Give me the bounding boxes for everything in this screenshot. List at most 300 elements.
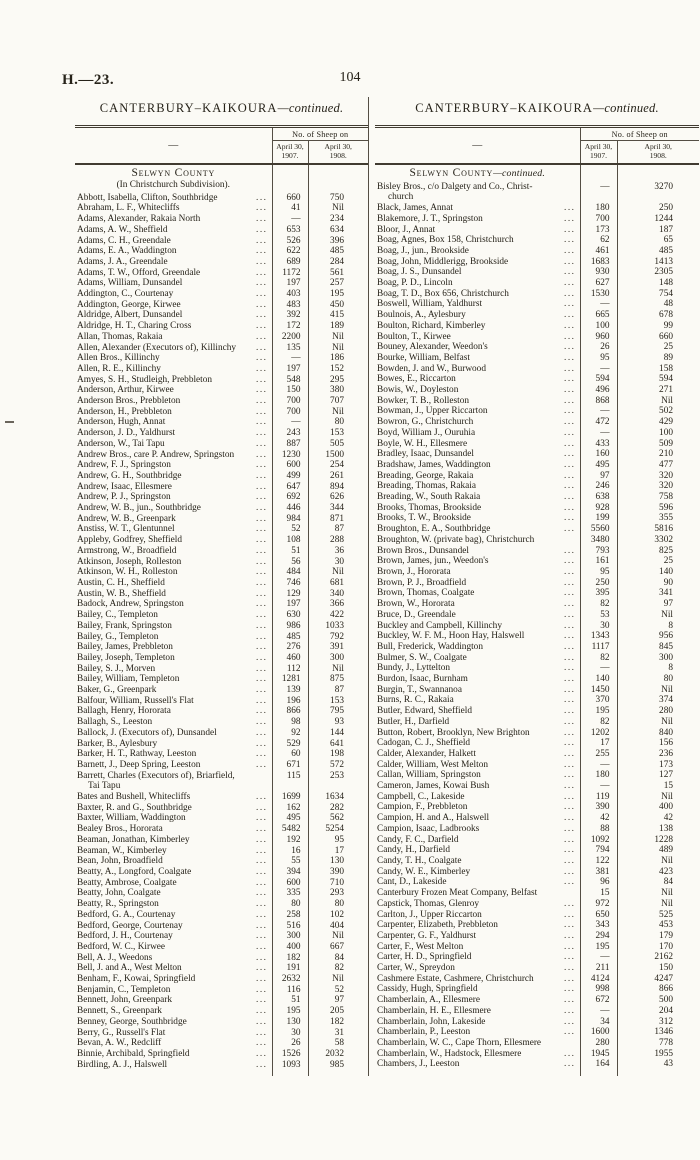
owner-name: Appleby, Godfrey, Sheffield — [77, 535, 182, 546]
owner-name: Beatty, John, Coalgate — [77, 888, 161, 899]
count-1908: Nil — [308, 407, 368, 418]
table-row — [375, 910, 699, 921]
leader-dots: ... — [564, 524, 576, 535]
count-1908: 2162 — [617, 952, 699, 963]
owner-name-cell — [75, 214, 272, 225]
owner-name: Chamberlain, W. C., Cape Thorn, Ellesmere — [377, 1037, 542, 1048]
owner-name-line — [77, 567, 272, 578]
table-row — [75, 310, 368, 321]
owner-name-line — [377, 867, 580, 878]
owner-name: Barker, H. T., Rathway, Leeston — [77, 749, 197, 760]
leader-dots: ... — [256, 578, 268, 588]
county-heading-continued: —continued. — [493, 168, 546, 180]
count-1908: 871 — [308, 514, 368, 525]
count-1907: 55 — [272, 856, 308, 867]
owner-name-cell — [75, 717, 272, 728]
owner-name: Anderson, Arthur, Kirwee — [77, 385, 174, 396]
count-1907: 638 — [580, 492, 617, 503]
count-1907: — — [580, 406, 617, 417]
count-1908: 189 — [308, 321, 368, 332]
owner-name: Boag, J. S., Dunsandel — [377, 267, 462, 278]
owner-name-line — [77, 450, 272, 461]
owner-name: Candy, W. E., Kimberley — [377, 866, 471, 877]
count-1908: 422 — [308, 610, 368, 621]
owner-name-cell — [75, 813, 272, 824]
count-1907: 130 — [272, 1017, 308, 1028]
count-1908: 985 — [308, 1060, 368, 1071]
leader-dots: ... — [256, 952, 268, 963]
owner-name: Bevan, A. W., Redcliff — [77, 1038, 162, 1049]
owner-name-line — [377, 674, 580, 685]
count-1907: 700 — [580, 214, 617, 225]
owner-name-line — [77, 685, 272, 696]
owner-name-cell — [75, 824, 272, 835]
count-1907: 15 — [580, 888, 617, 899]
owner-name-cell — [375, 642, 580, 653]
count-1908: 845 — [617, 642, 699, 653]
count-1908: Nil — [617, 610, 699, 621]
owner-name-cell — [375, 845, 580, 856]
owner-name-cell — [75, 385, 272, 396]
owner-name: Beatty, Ambrose, Coalgate — [77, 877, 177, 888]
table-row — [375, 214, 699, 225]
owner-name-cell — [75, 514, 272, 525]
owner-name-line — [377, 321, 580, 332]
owner-name: Austin, W. B., Sheffield — [77, 588, 166, 599]
owner-name: Bell, J. and A., West Melton — [77, 963, 182, 974]
count-1908: 667 — [308, 942, 368, 953]
count-1907: 41 — [272, 203, 308, 214]
table-row — [75, 974, 368, 985]
table-row — [375, 182, 699, 203]
owner-name: Cameron, James, Kowai Bush — [377, 781, 490, 792]
owner-name-cell — [375, 556, 580, 567]
count-1908: 1033 — [308, 621, 368, 632]
table-row — [75, 236, 368, 247]
table-row — [75, 546, 368, 557]
leader-dots: ... — [564, 363, 576, 374]
owner-name-cell — [75, 674, 272, 685]
leader-dots: ... — [564, 674, 576, 685]
count-1908: 1634 — [308, 792, 368, 803]
count-1907: 630 — [272, 610, 308, 621]
count-1908: 778 — [617, 1038, 699, 1049]
table-row — [75, 771, 368, 792]
count-1907: 1230 — [272, 450, 308, 461]
count-1908: 90 — [617, 578, 699, 589]
owner-name: Carpenter, G. F., Yaldhurst — [377, 930, 477, 941]
owner-name-cell — [375, 203, 580, 214]
owner-name-line — [377, 631, 580, 642]
count-1907: 600 — [272, 460, 308, 471]
owner-name: Brooks, T. W., Brookside — [377, 513, 471, 524]
owner-name-line — [377, 235, 580, 246]
owner-name: Bennett, S., Greenpark — [77, 1006, 162, 1017]
count-1908: Nil — [617, 856, 699, 867]
table-row — [75, 514, 368, 525]
leader-dots: ... — [256, 503, 268, 514]
leader-dots: ... — [564, 738, 576, 749]
count-1907: 172 — [272, 321, 308, 332]
table-row — [375, 824, 699, 835]
owner-name-cell — [75, 1006, 272, 1017]
owner-name: Campion, Isaac, Ladbrooks — [377, 823, 480, 834]
leader-dots: ... — [256, 524, 268, 535]
owner-name: Brown Bros., Dunsandel — [377, 545, 469, 556]
count-1908: 450 — [308, 300, 368, 311]
count-1907: 88 — [580, 824, 617, 835]
table-row — [375, 717, 699, 728]
owner-name: Breading, George, Rakaia — [377, 470, 474, 481]
count-1908: 65 — [617, 235, 699, 246]
owner-name-cell — [75, 878, 272, 889]
owner-name-cell — [375, 374, 580, 385]
owner-name: Addington, C., Courtenay — [77, 289, 174, 300]
count-1907: 395 — [580, 588, 617, 599]
count-1908: 300 — [617, 653, 699, 664]
owner-name-line — [377, 599, 580, 610]
owner-name-cell — [75, 867, 272, 878]
owner-name-line — [377, 278, 580, 289]
owner-name-cell — [375, 910, 580, 921]
owner-name-cell — [375, 1006, 580, 1017]
leader-dots: ... — [564, 706, 576, 717]
table-row — [75, 717, 368, 728]
count-1907: 381 — [580, 867, 617, 878]
count-1908: 97 — [308, 995, 368, 1006]
owner-name: Butler, H., Darfield — [377, 716, 450, 727]
owner-name-line — [77, 557, 272, 568]
owner-name-cell — [375, 332, 580, 343]
owner-name-cell — [375, 1038, 580, 1049]
count-1907: 446 — [272, 503, 308, 514]
owner-name-line — [77, 589, 272, 600]
count-1907: 335 — [272, 888, 308, 899]
owner-name-cell — [75, 963, 272, 974]
owner-name-line — [77, 995, 272, 1006]
table-row — [75, 963, 368, 974]
owner-name: Austin, C. H., Sheffield — [77, 578, 165, 588]
count-1907: 390 — [580, 802, 617, 813]
table-row — [375, 920, 699, 931]
table-title-continued: —continued. — [277, 101, 344, 115]
count-1907: 191 — [272, 963, 308, 974]
table-row — [75, 813, 368, 824]
section-heading — [75, 164, 272, 193]
count-1908: 261 — [308, 471, 368, 482]
owner-name: Baker, G., Greenpark — [77, 685, 157, 696]
owner-name-cell — [75, 642, 272, 653]
leader-dots: ... — [256, 396, 268, 407]
owner-name-cell — [75, 567, 272, 578]
count-1908: 572 — [308, 760, 368, 771]
table-row — [75, 1049, 368, 1060]
count-1908: 750 — [308, 193, 368, 204]
count-1907: 392 — [272, 310, 308, 321]
owner-name-cell — [75, 203, 272, 214]
table-row — [75, 428, 368, 439]
count-1908: 271 — [617, 385, 699, 396]
count-1908: 87 — [308, 524, 368, 535]
count-1908: 236 — [617, 749, 699, 760]
owner-name: Barrett, Charles (Executors of), Briarfield, — [77, 770, 235, 781]
count-1908: 754 — [617, 289, 699, 300]
count-1908: 144 — [308, 728, 368, 739]
count-1907: 250 — [580, 578, 617, 589]
table-row — [75, 599, 368, 610]
count-1908: 80 — [308, 899, 368, 910]
count-1907: 671 — [272, 760, 308, 771]
table-row — [375, 406, 699, 417]
owner-name-line — [377, 1038, 580, 1049]
leader-dots: ... — [564, 791, 576, 802]
owner-name: Campbell, C., Lakeside — [377, 791, 465, 802]
table-row — [75, 856, 368, 867]
owner-name-cell — [75, 503, 272, 514]
leader-dots: ... — [564, 288, 576, 299]
owner-name-line — [77, 942, 272, 953]
left-table-section — [75, 97, 369, 1076]
count-1907: 495 — [580, 460, 617, 471]
count-1908: 390 — [308, 867, 368, 878]
leader-dots: ... — [564, 310, 576, 321]
count-1907: 96 — [580, 877, 617, 888]
count-1907: 1117 — [580, 642, 617, 653]
owner-name-cell — [375, 888, 580, 899]
owner-name-line — [77, 749, 272, 760]
owner-name-line — [77, 246, 272, 257]
count-1908 — [308, 164, 368, 193]
count-1908: 1244 — [617, 214, 699, 225]
owner-name-cell — [375, 246, 580, 257]
count-1908: 25 — [617, 342, 699, 353]
leader-dots: ... — [564, 781, 576, 792]
owner-name: Boag, T. D., Box 656, Christchurch — [377, 288, 509, 299]
table-row — [75, 460, 368, 471]
count-1907: 548 — [272, 375, 308, 386]
leader-dots: ... — [564, 342, 576, 353]
count-1907: 53 — [580, 610, 617, 621]
owner-name-cell — [375, 599, 580, 610]
table-row — [75, 621, 368, 632]
count-1907: 343 — [580, 920, 617, 931]
owner-name: Bailey, S. J., Morven — [77, 663, 156, 674]
owner-name-cell — [375, 267, 580, 278]
count-1907: 700 — [272, 396, 308, 407]
owner-name-line — [77, 771, 272, 782]
count-1907: 51 — [272, 546, 308, 557]
owner-name-cell — [375, 952, 580, 963]
owner-name-line — [77, 214, 272, 225]
owner-name-cell — [375, 963, 580, 974]
leader-dots: ... — [256, 321, 268, 332]
table-title-continued: —continued. — [593, 101, 659, 115]
owner-name-cell — [75, 632, 272, 643]
owner-name-line — [377, 417, 580, 428]
owner-name-cell — [75, 995, 272, 1006]
count-1907: 866 — [272, 706, 308, 717]
table-row — [75, 846, 368, 857]
owner-name-line — [377, 984, 580, 995]
count-1907: 300 — [272, 931, 308, 942]
owner-name-cell — [75, 332, 272, 343]
leader-dots: ... — [256, 492, 268, 503]
table-row — [75, 535, 368, 546]
owner-name-line — [377, 203, 580, 214]
leader-dots: ... — [564, 459, 576, 470]
count-1908: 678 — [617, 310, 699, 321]
leader-dots: ... — [564, 855, 576, 866]
owner-name-cell — [375, 417, 580, 428]
owner-name: Atkinson, Joseph, Rolleston — [77, 556, 182, 567]
count-1908: Nil — [617, 396, 699, 407]
owner-name-cell — [75, 739, 272, 750]
leader-dots: ... — [256, 481, 268, 492]
owner-name: Allen, R. E., Killinchy — [77, 363, 161, 374]
table-row — [75, 557, 368, 568]
owner-name: Button, Robert, Brooklyn, New Brighton — [377, 727, 530, 738]
table-row — [375, 728, 699, 739]
count-1908: 284 — [308, 257, 368, 268]
owner-name: Baxter, William, Waddington — [77, 813, 186, 824]
count-1907: 930 — [580, 267, 617, 278]
owner-name-cell — [75, 396, 272, 407]
leader-dots: ... — [256, 695, 268, 706]
leader-dots: ... — [256, 567, 268, 578]
table-row — [375, 888, 699, 899]
leader-dots: ... — [256, 289, 268, 300]
count-1907: 199 — [580, 513, 617, 524]
leader-dots: ... — [256, 642, 268, 653]
owner-name: Baxter, R. and G., Southbridge — [77, 802, 192, 813]
owner-name: Atkinson, W. H., Rolleston — [77, 567, 178, 578]
owner-name: Bradshaw, James, Waddington — [377, 459, 491, 470]
owner-name-line — [77, 1049, 272, 1060]
count-1908: 205 — [308, 1006, 368, 1017]
count-1907: 17 — [580, 738, 617, 749]
leader-dots: ... — [564, 652, 576, 663]
owner-name-cell — [375, 406, 580, 417]
count-1908: 502 — [617, 406, 699, 417]
leader-dots: ... — [564, 599, 576, 610]
leader-dots: ... — [256, 888, 268, 899]
owner-name: Carpenter, Elizabeth, Prebbleton — [377, 920, 498, 931]
section-heading-row — [75, 164, 368, 193]
table-row — [375, 674, 699, 685]
count-1907: 82 — [580, 599, 617, 610]
count-1908: 95 — [308, 835, 368, 846]
owner-name: Addington, George, Kirwee — [77, 299, 181, 310]
count-1907: 1683 — [580, 257, 617, 268]
count-1907: 95 — [580, 567, 617, 578]
owner-name-cell — [375, 931, 580, 942]
owner-name: Chamberlain, John, Lakeside — [377, 1016, 486, 1027]
owner-name-cell — [75, 236, 272, 247]
table-row — [75, 567, 368, 578]
owner-name: Bundy, J., Lyttelton — [377, 663, 450, 674]
owner-name: Chambers, J., Leeston — [377, 1059, 460, 1070]
owner-name: Brown, J., Hororata — [377, 567, 451, 577]
table-row — [375, 599, 699, 610]
table-row — [75, 942, 368, 953]
table-row — [375, 342, 699, 353]
table-row — [75, 888, 368, 899]
count-1908: 8 — [617, 663, 699, 674]
count-1908: 707 — [308, 396, 368, 407]
leader-dots: ... — [256, 342, 268, 353]
count-1907: 1281 — [272, 674, 308, 685]
owner-name-cell — [375, 621, 580, 632]
count-1908: 3302 — [617, 535, 699, 546]
owner-name-line — [77, 439, 272, 450]
count-1908: 282 — [308, 803, 368, 814]
count-1908: 489 — [617, 845, 699, 856]
count-1907: 868 — [580, 396, 617, 407]
leader-dots: ... — [256, 610, 268, 621]
leader-dots: ... — [564, 759, 576, 770]
count-1908: 17 — [308, 846, 368, 857]
count-1907: 400 — [272, 942, 308, 953]
count-1908: 415 — [308, 310, 368, 321]
leader-dots: ... — [564, 695, 576, 706]
owner-name: Berry, G., Russell's Flat — [77, 1027, 166, 1038]
owner-name-line — [377, 257, 580, 268]
owner-name-line — [77, 1006, 272, 1017]
count-1908: 210 — [617, 449, 699, 460]
table-row — [75, 407, 368, 418]
left-table-body — [75, 164, 368, 1076]
owner-name: Bailey, G., Templeton — [77, 631, 159, 642]
table-row — [375, 1049, 699, 1060]
leader-dots: ... — [564, 502, 576, 513]
table-row — [75, 706, 368, 717]
leader-dots: ... — [564, 748, 576, 759]
table-row — [375, 792, 699, 803]
owner-name: Calder, William, West Melton — [377, 759, 488, 770]
owner-name-cell — [75, 439, 272, 450]
count-1907: 180 — [580, 203, 617, 214]
count-1908: 626 — [308, 492, 368, 503]
owner-name-cell — [75, 492, 272, 503]
count-1907: 600 — [272, 878, 308, 889]
count-1907: 162 — [272, 803, 308, 814]
owner-name-cell — [375, 674, 580, 685]
count-1907: 1093 — [272, 1060, 308, 1071]
owner-name-line — [77, 278, 272, 289]
table-row — [75, 471, 368, 482]
count-1908: 758 — [617, 492, 699, 503]
owner-name: Carter, F., West Melton — [377, 941, 464, 952]
owner-name-line — [377, 920, 580, 931]
leader-dots: ... — [256, 845, 268, 856]
owner-name: Boulton, T., Kirwee — [377, 331, 451, 342]
owner-name: Bealey Bros., Hororata — [77, 824, 163, 835]
leader-dots: ... — [564, 909, 576, 920]
owner-name-line — [377, 813, 580, 824]
count-1908: 1500 — [308, 450, 368, 461]
count-1908: 30 — [308, 557, 368, 568]
table-row — [375, 706, 699, 717]
count-1907: 192 — [272, 835, 308, 846]
count-1907: 5560 — [580, 524, 617, 535]
owner-name-line — [77, 310, 272, 321]
page-number: 104 — [339, 70, 361, 85]
count-1908: Nil — [308, 931, 368, 942]
owner-name: Bailey, Frank, Springston — [77, 620, 172, 631]
header-col-1907 — [272, 141, 308, 165]
owner-name-cell — [75, 931, 272, 942]
leader-dots: ... — [564, 1016, 576, 1027]
